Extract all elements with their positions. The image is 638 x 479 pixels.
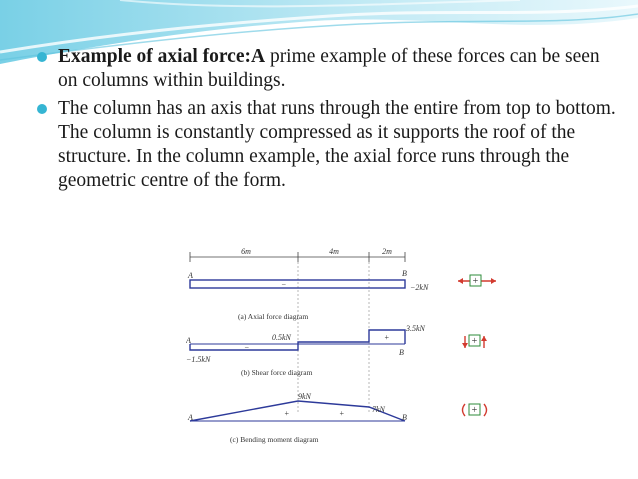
- axial-end-label: −2kN: [410, 283, 429, 292]
- force-diagrams-figure: [186, 244, 498, 445]
- bullet-item-axial-force-example: [36, 45, 621, 93]
- axial-legend-plus: +: [472, 276, 479, 287]
- bullet-list: [36, 45, 621, 197]
- point-b-label: B: [402, 269, 407, 278]
- shear-left-label: −1.5kN: [186, 355, 211, 364]
- dim-label-2m: 2m: [382, 247, 392, 256]
- bullet-item-column-axis: [36, 97, 621, 193]
- bullet-lead: Example of axial force:A: [58, 46, 266, 67]
- moment-sign: +: [339, 409, 345, 418]
- shear-caption: (b) Shear force diagram: [241, 368, 313, 377]
- shear-right-label: 3.5kN: [406, 324, 425, 333]
- axial-sign: −: [281, 280, 287, 289]
- force-diagrams-svg: [186, 244, 498, 445]
- shear-legend-plus: +: [471, 336, 478, 347]
- dim-label-4m: 4m: [329, 247, 339, 256]
- moment-legend-plus: +: [471, 405, 478, 416]
- moment-point-b: B: [402, 413, 407, 422]
- shear-sign-convention-icon: [462, 335, 487, 348]
- shear-pos-sign: +: [384, 333, 390, 342]
- point-a-label: A: [188, 271, 193, 280]
- bullet-dot-icon: [37, 52, 47, 62]
- moment-right-label: 7kN: [372, 405, 385, 414]
- moment-peak-label: 9kN: [298, 392, 311, 401]
- moment-sign: +: [284, 409, 290, 418]
- shear-point-a: A: [186, 336, 191, 345]
- shear-mid-label: 0.5kN: [272, 333, 291, 342]
- axial-sign-convention-icon: [458, 275, 496, 287]
- moment-sign-convention-icon: [463, 404, 487, 416]
- dim-label-6m: 6m: [241, 247, 251, 256]
- moment-caption: (c) Bending moment diagram: [230, 435, 319, 444]
- axial-caption: (a) Axial force diagram: [238, 312, 309, 321]
- bullet-text: The column has an axis that runs through the entire from top to bottom. The column is constantly compressed as it supports the roof of the structure. In the column example, the axial force runs through the geometric centre of the form.: [58, 98, 616, 191]
- axial-force-rect: [190, 280, 405, 288]
- bullet-text: prime example of these forces can be seen on columns within buildings.: [58, 46, 600, 91]
- dimension-line: [190, 252, 405, 262]
- shear-neg-sign: −: [244, 343, 250, 352]
- shear-point-b: B: [399, 348, 404, 357]
- shear-force-shape: [190, 330, 405, 350]
- moment-point-a: A: [188, 413, 193, 422]
- bullet-dot-icon: [37, 104, 47, 114]
